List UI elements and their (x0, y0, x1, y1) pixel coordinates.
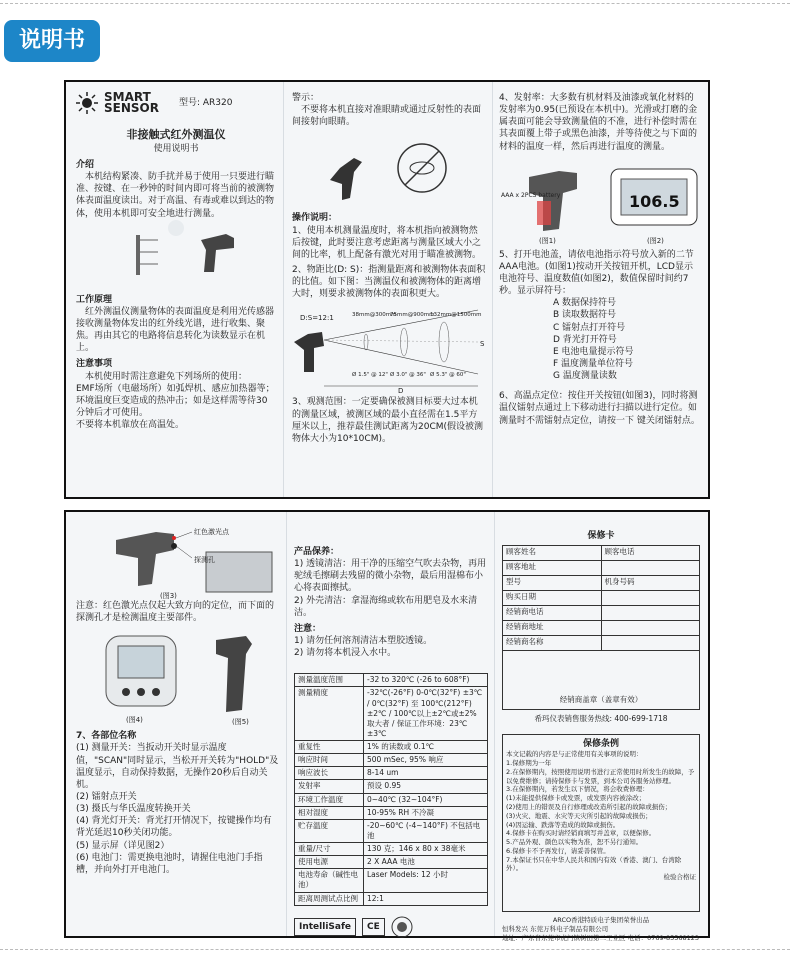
spec-label: 使用电源 (295, 856, 364, 869)
spec-value: Laser Models: 12 小时 (364, 869, 488, 892)
spec-value: 1% 的读数或 0.1℃ (364, 741, 488, 754)
spec-value: 2 X AAA 电池 (364, 856, 488, 869)
ds-distance-label: 75mm@900mm (390, 312, 435, 319)
warranty-terms: 本文记载的内容是与正常使用有关事项的说明： 1.保修期为一年 2.在保修期内，按照使用说明书进行正常使用时所发生的故障，予以免费维修；请持保修卡与发票，到本公司各服务站修理。 3.在保修期内，若发生以下情况，将会收费修理： (1)未能提供保修卡或发票，或发票内容被涂改； (2)使用上的错误及自行修理或改造所引起的故障或损伤； (3)火灾、地震、水灾等天灾所引起的故障或损伤； (4)因运输、跌落等造成的故障或损伤。 4.保修卡在购买时请经销商填写并盖章，以便保修。 5.产品外观、颜色以实物为准，恕不另行通知。 6.保修卡不予再发行，请妥善保管。 7.本保证书只在中华人民共和国内有效（香港、澳门、台湾除外）。 (506, 750, 695, 873)
part-item: (3) 摄氏与华氏温度转换开关 (76, 804, 191, 815)
warranty-card-cell: 购买日期 (503, 591, 602, 606)
sgs-seal-icon (391, 916, 413, 938)
spec-value: 预设 0.95 (364, 780, 488, 793)
hotspot-step: 6、高温点定位：按住开关按钮(如图3)，同时将测温仪镭射点通过上下移动进行扫描以进行定位。如测量时不需镭射点定位，请按一下 键关闭镭射点。 (499, 391, 700, 426)
dealer-seal-box (502, 651, 700, 710)
operation-step-1: 1、使用本机测量温度时，将本机指向被测物然后按键，此时要注意考虑距离与测量区域大小之间的比率，机上配备有激光对用于瞄准被测物。 (292, 225, 482, 260)
spec-row (295, 806, 488, 819)
spec-row (295, 856, 488, 869)
spec-value: 130 克；146 x 80 x 38毫米 (364, 843, 488, 856)
operation-heading: 操作说明： (292, 213, 338, 224)
spec-value: -32 to 320℃ (-26 to 608°F) (364, 674, 488, 687)
part-item: (4) 背光灯开关：背光打开情况下，按键操作均有背光延迟10秒关闭功能。 (76, 816, 272, 839)
service-hotline: 希玛仪表销售服务热线: 400-699-1718 (534, 714, 668, 724)
battery-label: AAA x 2PCS battery (501, 191, 561, 199)
figure-2-caption: (图2) (647, 236, 664, 245)
thermometer-diagram-icon (76, 220, 276, 290)
care-item: 2) 外壳清洁：拿湿海绵或软布用肥皂及水来清洁。 (294, 595, 478, 618)
ds-diameter-label: Ø 5.3" @ 60" (430, 372, 466, 379)
figure-3-caption: (图3) (160, 592, 177, 600)
intro-heading: 介绍 (76, 159, 95, 170)
spec-row (295, 767, 488, 780)
operation-step-3: 3、观测范围：一定要确保被测目标要大过本机的测量区域，被测区域的最小直径需在1.5平方厘米以上，推荐最佳测试距离为20CM(假设被测物体大小为10*10CM)。 (292, 397, 484, 444)
spec-row (295, 793, 488, 806)
ds-distance-label: 38mm@300mm (352, 312, 397, 319)
spec-value: 0~40℃ (32~104°F) (364, 793, 488, 806)
spec-row (295, 687, 488, 741)
attention-heading: 注意： (294, 623, 322, 634)
probe-hole-label: 探测孔 (194, 556, 215, 564)
display-symbol: G 温度测量读数 (553, 371, 617, 382)
spec-label: 测量温度范围 (295, 674, 364, 687)
spec-value: 500 mSec, 95% 响应 (364, 754, 488, 767)
display-symbol: E 电池电量提示符号 (553, 346, 634, 357)
display-symbol: F 温度测量单位符号 (553, 358, 634, 369)
part-item: (5) 显示屏（详见图2） (76, 840, 170, 851)
warranty-card-row (503, 621, 700, 636)
warranty-card-cell (601, 621, 700, 636)
spec-label: 测量精度 (295, 687, 364, 741)
display-symbol: C 镭射点打开符号 (553, 322, 626, 333)
warranty-card-cell (601, 561, 700, 576)
spec-value: 12:1 (364, 892, 488, 905)
spec-label: 相对湿度 (295, 806, 364, 819)
spec-label: 环境工作温度 (295, 793, 364, 806)
display-symbol: A 数据保持符号 (553, 298, 617, 309)
figure-4-caption: (图4) (126, 716, 143, 725)
cert-logos (294, 916, 488, 938)
ds-ratio-label: D:S=12:1 (300, 314, 334, 323)
manual-page-2 (64, 510, 710, 942)
part-item: (2) 镭射点开关 (76, 791, 137, 802)
spec-row (295, 780, 488, 793)
warranty-terms-box (502, 734, 700, 912)
lcd-reading: 106.5 (629, 191, 680, 211)
ds-spot-ellipse (439, 322, 449, 362)
ds-distance-label: 132mm@1500mm (430, 312, 482, 319)
laser-note: 注意：红色激光点仅起大致方向的定位，而下面的探测孔才是检测温度主要部件。 (76, 601, 275, 624)
model-number: 型号: AR320 (178, 97, 233, 108)
ds-spot-ellipse (401, 328, 408, 356)
part-item: (6) 电池门：需更换电池时，请握住电池门手指槽，并向外打开电池门。 (76, 852, 263, 875)
warranty-card-row (503, 546, 700, 561)
notes-heading: 注意事项 (76, 359, 113, 370)
warranty-card-cell (601, 636, 700, 651)
principle-text: 红外测温仪测量物体的表面温度是利用光传感器接收测量物体发出的红外线光谱，进行收集、聚焦。再由其它的电路将信息转化为读数显示在机上。 (76, 306, 275, 354)
warranty-card-cell: 顾客姓名 (503, 546, 602, 561)
brand-line-1: SMART (104, 90, 151, 104)
care-heading: 产品保养： (294, 547, 340, 557)
display-symbol: B 读取数据符号 (553, 310, 617, 321)
column-intro (76, 92, 276, 492)
laser-probe-figure (76, 520, 280, 600)
notes-intro: 本机使用时需注意避免下列场所的使用： (85, 371, 248, 382)
care-item: 1) 透镜清洁：用干净的压缩空气吹去杂物，再用驼绒毛擦刷去残留的微小杂物，最后用湿棉布小心将表面擦拭。 (294, 559, 487, 594)
principle-heading: 工作原理 (76, 294, 113, 305)
spec-row (295, 754, 488, 767)
brand-name (104, 92, 159, 114)
intro-text: 本机结构紧凑、防手扰并易于使用一只要进行瞄准、按键、在一秒钟的时间内即可将当前的被测物体表面温度读出。对于高温、有毒或难以到达的物体，使用本机即可安全地进行测量。 (76, 172, 275, 219)
bottom-divider (0, 949, 790, 950)
top-divider (0, 3, 790, 4)
warranty-card-cell: 经销商电话 (503, 606, 602, 621)
manual-tag: 说明书 (4, 20, 100, 62)
inspection-mark: 检验合格证 (663, 873, 696, 882)
manual-subtitle: 使用说明书 (153, 143, 199, 154)
warranty-card-cell: 机身号码 (601, 576, 700, 591)
column-specs (294, 542, 488, 932)
spec-label: 重复性 (295, 741, 364, 754)
company-address: 地址：广东省东莞市虎门镇树田第二工业区 电话：0769-85568123 (502, 933, 700, 942)
spec-value: -32℃(-26°F) 0-0℃(32°F) ±3℃ / 0℃(32°F) 至 100℃(212°F) ±2℃ / 100℃以上±2℃或±2% 取大者 / 保证工作环境：23℃±3℃ (364, 687, 488, 741)
distance-spot-diagram (292, 302, 486, 394)
warning-text: 不要将本机直接对准眼睛或通过反射性的表面间接射向眼睛。 (292, 105, 482, 128)
note-item: 环境温度巨变造成的热冲击；如是这样需等待30分钟后才可使用。 (76, 395, 268, 418)
warranty-card-row (503, 576, 700, 591)
parts-heading: 7、各部位名称 (76, 731, 137, 742)
laser-dot-label: 红色激光点 (194, 528, 229, 536)
spec-row (295, 869, 488, 892)
warranty-card-cell: 顾客地址 (503, 561, 602, 576)
warranty-card-cell: 经销商地址 (503, 621, 602, 636)
warning-heading: 警示： (292, 93, 320, 103)
ds-d-label: D (398, 387, 404, 396)
device-parts-figure (76, 630, 280, 726)
intellisafe-logo: IntelliSafe (294, 918, 356, 936)
warranty-card-cell (601, 606, 700, 621)
note-item: 不要将本机靠放在高温处。 (76, 420, 185, 431)
figure-5-caption: (图5) (232, 718, 249, 727)
manufacturer: 恒科发兴 东莞万科电子制品有限公司 (502, 925, 609, 934)
brand-line-2: SENSOR (104, 101, 159, 115)
display-symbol: D 背光打开符号 (553, 334, 617, 345)
part-item: (1) 测量开关：当扳动开关时显示温度值，"SCAN"同时显示，当松开开关转为"HOLD"及温度显示，自动保持数据，无操作20秒后自动关机。 (76, 743, 279, 790)
manual-title: 非接触式红外测温仪 (126, 128, 226, 141)
spec-row (295, 819, 488, 842)
warranty-card-row (503, 591, 700, 606)
spec-label: 贮存温度 (295, 819, 364, 842)
warranty-card-table (502, 545, 700, 651)
warranty-card-row (503, 606, 700, 621)
column-display (499, 92, 701, 492)
spec-row (295, 741, 488, 754)
warranty-card-row (503, 561, 700, 576)
ce-logo: CE (362, 918, 385, 936)
battery-and-lcd-figure (499, 157, 701, 245)
spec-value: 10-95% RH 不冷凝 (364, 806, 488, 819)
spec-label: 距离周测试点比例 (295, 892, 364, 905)
attention-item: 1) 请勿任何溶剂清洁本塑胶透镜。 (294, 635, 433, 646)
emissivity-text: 4、发射率：大多数有机材料及油漆或氧化材料的发射率为0.95(已预设在本机中)。光滑或打磨的金属表面可能会导致测量值的不准，进行补偿时需在其表面覆上带子或黑色油漆，并等待使之与下面的材料的温度一样，然后再进行温度的测量。 (499, 93, 698, 152)
warranty-terms-title: 保修条例 (582, 739, 619, 750)
spec-table (294, 673, 488, 905)
brand-row (76, 92, 276, 114)
spec-row (295, 892, 488, 905)
spec-value: 8-14 um (364, 767, 488, 780)
ds-s-label: S (480, 340, 485, 349)
figure-1-caption: (图1) (539, 236, 556, 245)
battery-step: 5、打开电池盖，请依电池指示符号放入新的二节AAA电池。(如图1)按动开关按钮开机，LCD显示电池符号、温度数值(如图2)，数值保留时间约7秒。显示屏符号： (499, 249, 694, 297)
spec-label: 电池寿命（碱性电池） (295, 869, 364, 892)
column-operation (292, 92, 486, 492)
sun-logo-icon (76, 92, 98, 114)
warranty-card-row (503, 636, 700, 651)
spec-label: 重量/尺寸 (295, 843, 364, 856)
ds-diameter-label: Ø 1.5" @ 12" (352, 372, 388, 379)
spec-row (295, 674, 488, 687)
warranty-card-cell (601, 591, 700, 606)
no-eye-warning-icon (292, 128, 486, 208)
column-parts (76, 520, 280, 930)
spec-value: -20~60℃ (-4~140°F) 不包括电池 (364, 819, 488, 842)
warranty-card-title: 保修卡 (587, 531, 615, 541)
display-symbol-list (499, 297, 701, 382)
operation-step-2: 2、物距比(D: S)：指测量距离和被测物体表面积的比值。如下图：当测温仪和被测物体的距离增大时，则要求被测物体的表面积更大。 (292, 264, 486, 300)
ds-spot-ellipse (364, 334, 368, 350)
warranty-card-cell: 型号 (503, 576, 602, 591)
company-name: ARCO香港特质电子集团荣誉出品 (552, 916, 650, 925)
warranty-card-cell: 经销商名称 (503, 636, 602, 651)
attention-item: 2) 请勿将本机浸入水中。 (294, 648, 397, 659)
spec-row (295, 843, 488, 856)
dealer-seal-label: 经销商盖章（盖章有效） (559, 695, 643, 705)
manual-page-1 (64, 80, 710, 499)
ds-diameter-label: Ø 3.0" @ 36" (390, 372, 426, 379)
warranty-card-cell: 顾客电话 (601, 546, 700, 561)
spec-label: 发射率 (295, 780, 364, 793)
spec-label: 响应时间 (295, 754, 364, 767)
spec-label: 响应波长 (295, 767, 364, 780)
column-warranty (502, 530, 700, 942)
note-item: EMF场所（电磁场所）如弧焊机、感应加热器等； (76, 383, 275, 394)
